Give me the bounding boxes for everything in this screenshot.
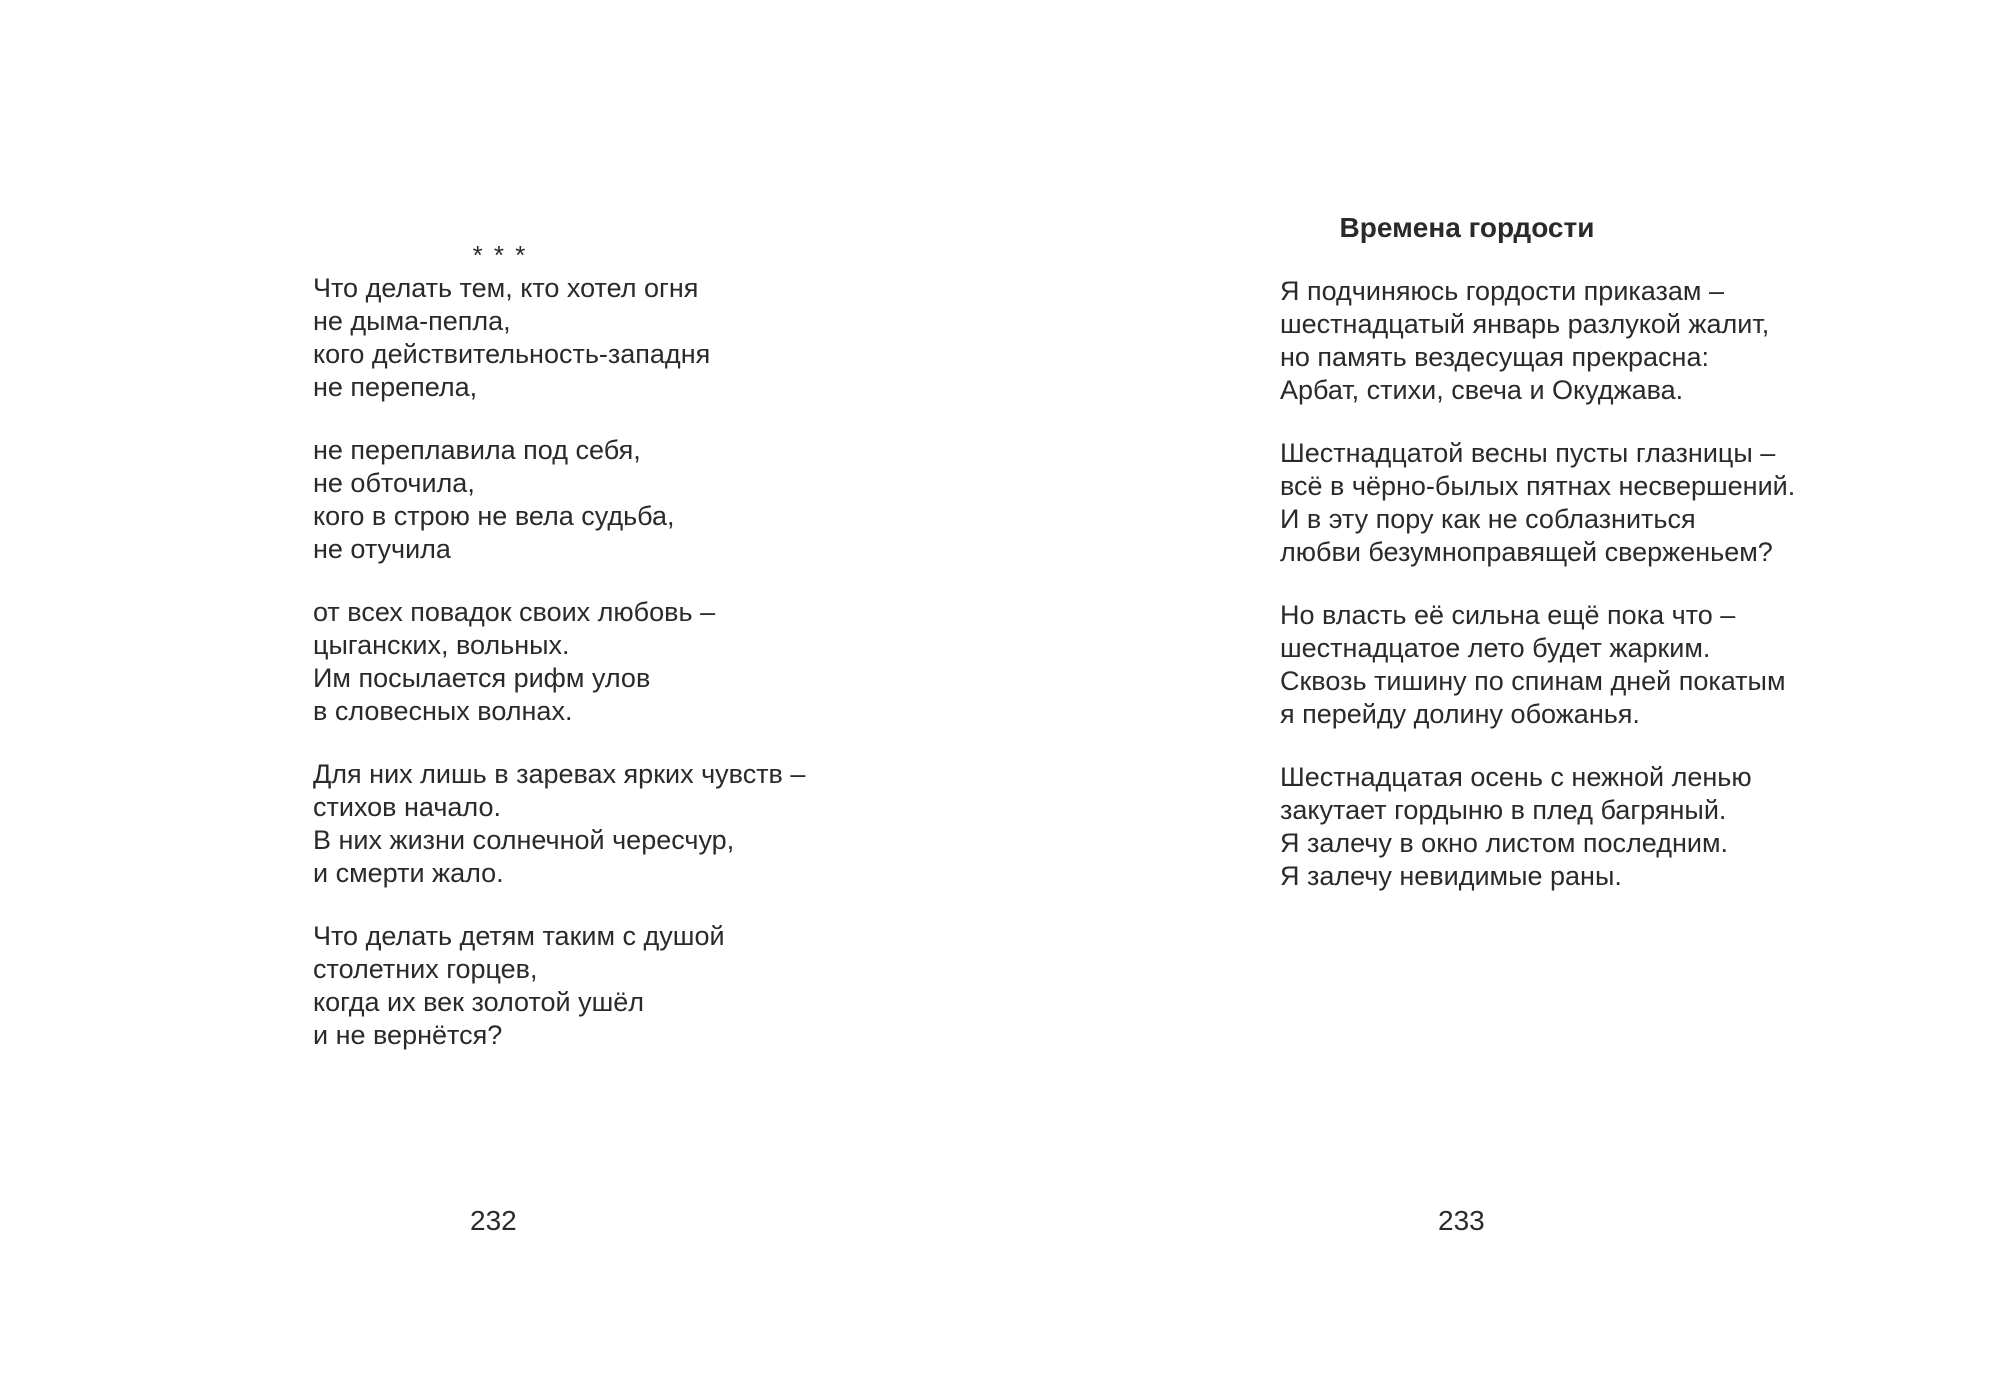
poem-line: кого в строю не вела судьба, [313,501,675,531]
poem-line: закутает гордыню в плед багряный. [1280,795,1727,825]
poem-line: цыганских, вольных. [313,630,570,660]
poem-stanza [1280,275,1840,407]
poem-line: шестнадцатое лето будет жарким. [1280,633,1711,663]
right-page [1280,211,1840,893]
poem-stanza [313,596,873,728]
poem-line: Им посылается рифм улов [313,663,651,693]
poem-line: Я залечу невидимые раны. [1280,861,1622,891]
left-page [313,238,873,1052]
poem-line: и не вернётся? [313,1020,503,1050]
poem-line: и смерти жало. [313,858,504,888]
poem-line: Но власть её сильна ещё пока что – [1280,600,1736,630]
poem-line: шестнадцатый январь разлукой жалит, [1280,309,1770,339]
poem-line: не обточила, [313,468,475,498]
poem-line: не перепела, [313,372,478,402]
poem-line: И в эту пору как не соблазниться [1280,504,1696,534]
poem-line: кого действительность-западня [313,339,711,369]
poem-separator-stars: * * * [472,240,528,270]
poem-stanza [313,758,873,890]
poem-line: Шестнадцатая осень с нежной ленью [1280,762,1752,792]
poem-line: всё в чёрно-былых пятнах несвершений. [1280,471,1796,501]
poem-stanza [313,920,873,1052]
poem-line: не отучила [313,534,451,564]
poem-line: Арбат, стихи, свеча и Окуджава. [1280,375,1684,405]
poem-line: Сквозь тишину по спинам дней покатым [1280,666,1786,696]
poem-line: я перейду долину обожанья. [1280,699,1640,729]
poem-stanza [1280,761,1840,893]
page-number-left: 232 [470,1205,517,1236]
page-number-right: 233 [1438,1205,1485,1236]
poem-stanza [1280,599,1840,731]
poem-stanza [313,434,873,566]
poem-line: когда их век золотой ушёл [313,987,645,1017]
poem-line: Шестнадцатой весны пусты глазницы – [1280,438,1776,468]
poem-line: но память вездесущая прекрасна: [1280,342,1709,372]
poem-line: В них жизни солнечной чересчур, [313,825,735,855]
poem-line: Для них лишь в заревах ярких чувств – [313,759,806,789]
poem-line: не переплавила под себя, [313,435,641,465]
poem-line: Что делать детям таким с душой [313,921,725,951]
poem-line: Я подчиняюсь гордости приказам – [1280,276,1724,306]
poem-line: Что делать тем, кто хотел огня [313,273,699,303]
poem-stanza [313,272,873,404]
poem-line: столетних горцев, [313,954,538,984]
poem-line: Я залечу в окно листом последним. [1280,828,1729,858]
poem-stanza [1280,437,1840,569]
poem-title: Времена гордости [1339,212,1595,243]
poem-line: в словесных волнах. [313,696,573,726]
poem-line: от всех повадок своих любовь – [313,597,716,627]
poem-line: стихов начало. [313,792,501,822]
poem-body-left [313,272,873,1052]
poem-body-right [1280,275,1840,893]
poem-line: не дыма-пепла, [313,306,511,336]
poem-line: любви безумноправящей сверженьем? [1280,537,1773,567]
